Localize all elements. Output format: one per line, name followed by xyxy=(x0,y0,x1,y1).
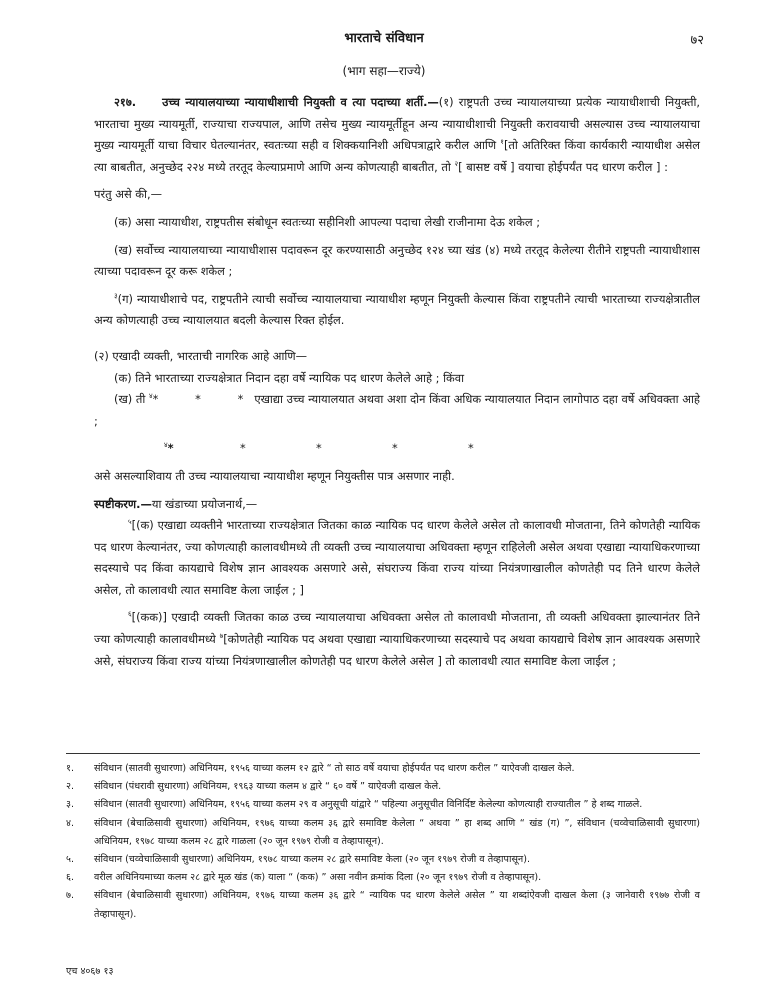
subclause-2-b xyxy=(94,389,700,432)
omission-star-3: * xyxy=(316,441,322,456)
omission-stars: * * * xyxy=(152,392,244,407)
explanation xyxy=(94,494,700,516)
subclause-2-a: (क) तिने भारताच्या राज्यक्षेत्रात निदान दहा वर्षे न्यायिक पद धारण केलेले आहे ; किंवा xyxy=(114,370,465,385)
page-number: ७२ xyxy=(690,33,704,48)
omission-star-4: * xyxy=(392,441,398,456)
footnotes xyxy=(66,760,700,924)
footnote-ref-1: १ xyxy=(500,138,504,147)
printer-line: एच ४०६७ १३ xyxy=(66,966,114,977)
subclause-2: (२) एखादी व्यक्ती, भारताची नागरिक आहे आणि— xyxy=(94,348,307,363)
footnote-ref-4: ४ xyxy=(149,392,153,401)
omission-star-5: * xyxy=(468,441,474,456)
page-title: भारताचे संविधान xyxy=(344,31,424,46)
proviso-clause-a: (क) असा न्यायाधीश, राष्ट्रपतीस संबोधून स्वतःच्या सहीनिशी आपल्या पदाचा लेखी राजीनामा देऊ शकेल ; xyxy=(114,214,541,229)
footnote-ref-5: ५ xyxy=(128,518,132,527)
proviso-clause-c xyxy=(94,289,700,332)
omission-stars-row xyxy=(94,438,700,460)
article-number: २१७. xyxy=(114,95,137,109)
omission-star-2: * xyxy=(240,441,246,456)
explanation-title: स्पष्टीकरण.— xyxy=(94,496,152,511)
article-body xyxy=(94,92,700,672)
article-text-c: [ बासष्ट वर्षे ] वयाचा होईपर्यंत पद धारण करील ] : xyxy=(458,159,668,174)
explanation-aa xyxy=(94,607,700,672)
explanation-a xyxy=(94,515,700,601)
footnote-6: ६. वरील अधिनियमाच्या कलम २८ द्वारे मूळ खंड (क) याला “ (कक) ” असा नवीन क्रमांक दिला (२० जून १९७९ रोजी व तेव्हापासून). xyxy=(66,872,542,884)
footnote-3: ३. संविधान (सातवी सुधारणा) अधिनियम, १९५६ याच्या कलम २९ व अनुसूची यांद्वारे “ पहिल्या अनुसूचीत विनिर्दिष्ट केलेल्या कोणत्याही राज्यातील ” हे शब्द गाळले. xyxy=(66,799,643,811)
article-217-para-1 xyxy=(94,92,700,178)
explanation-lead: या खंडाच्या प्रयोजनार्थ,— xyxy=(151,496,258,511)
footnote-ref-2: २ xyxy=(454,159,459,168)
proviso-clause-b: (ख) सर्वोच्च न्यायालयाच्या न्यायाधीशास पदावरून दूर करण्यासाठी अनुच्छेद १२४ च्या खंड (४) मध्ये तरतूद केलेल्या रीतीने राष्ट्रपती न्यायाधीशास त्याच्या पदावरून दूर करू शकेल ; xyxy=(94,242,700,279)
omission-star-1: $^४$* xyxy=(164,441,174,456)
footnote-1: १. संविधान (सातवी सुधारणा) अधिनियम, १९५६ याच्या कलम १२ द्वारे “ तो साठ वर्षे वयाचा होईपर्यंत पद धारण करील ” याऐवजी दाखल केले. xyxy=(66,763,575,774)
footnote-divider xyxy=(66,753,700,754)
footnote-ref-7: ७ xyxy=(219,632,224,641)
footnote-ref-4b: ४ xyxy=(164,441,168,450)
conclusion: असे असल्याशिवाय ती उच्च न्यायालयाचा न्यायाधीश म्हणून नियुक्तीस पात्र असणार नाही. xyxy=(94,468,455,483)
footnote-ref-3: ३ xyxy=(114,291,118,300)
proviso: परंतु असे की,— xyxy=(94,187,162,202)
explanation-a-text: [(क) एखाद्या व्यक्तीने भारताच्या राज्यक्षेत्रात जितका काळ न्यायिक पद धारण केलेले असेल तो कालावधी मोजताना, तिने कोणतेही न्यायिक पद धारण केल्यानंतर, ज्या कोणत्याही कालावधीमध्ये ती व्यक्ती उच्च न्यायालयाचा अधिवक्ता म्हणून राहिलेली असेल अथवा एखाद्या न्यायाधिकरणाच्या सदस्याचे पद किंवा कायद्याचे विशेष ज्ञान आवश्यक असणारे असे, संघराज्य किंवा राज्य यांच्या नियंत्रणाखालील कोणतेही पद तिने धारण केलेले असेल, तो कालावधी त्यात समाविष्ट केला जाईल ; ] xyxy=(94,518,700,597)
footnote-4: ४. संविधान (बेचाळिसावी सुधारणा) अधिनियम, १९७६ याच्या कलम ३६ द्वारे समाविष्ट केलेला “ अथवा ” हा शब्द आणि “ खंड (ग) ”, संविधान (चव्वेचाळिसावी सुधारणा) अधिनियम, १९७८ याच्या कलम २८ द्वारे गाळला (२० जून १९७९ रोजी व तेव्हापासून). xyxy=(66,817,700,847)
footnote-5: ५. संविधान (चव्वेचाळिसावी सुधारणा) अधिनियम, १९७८ याच्या कलम २८ द्वारे समाविष्ट केला (२० जून १९७९ रोजी व तेव्हापासून). xyxy=(66,854,531,866)
explanation-aa-text-b: [कोणतेही न्यायिक पद अथवा एखाद्या न्यायाधिकरणाच्या सदस्याचे पद अथवा कायद्याचे विशेष ज्ञान आवश्यक असणारे असे, संघराज्य किंवा राज्य यांच्या नियंत्रणाखालील कोणतेही पद धारण केलेले असेल ] तो कालावधी त्यात समाविष्ट केला जाईल ; xyxy=(94,632,701,668)
footnote-2: २. संविधान (पंधरावी सुधारणा) अधिनियम, १९६३ याच्या कलम ४ द्वारे “ ६० वर्षे ” याऐवजी दाखल केले. xyxy=(66,781,442,793)
footnote-7: ७. संविधान (बेचाळिसावी सुधारणा) अधिनियम, १९७६ याच्या कलम ३६ द्वारे “ न्यायिक पद धारण केलेले असेल ” या शब्दांऐवजी दाखल केला (३ जानेवारी १९७७ रोजी व तेव्हापासून). xyxy=(66,890,700,920)
subclause-2-b-text: एखाद्या उच्च न्यायालयात अथवा अशा दोन किंवा अधिक न्यायालयात निदान लागोपाठ दहा वर्षे अधिवक्ता आहे ; xyxy=(94,392,700,428)
proviso-clause-c-text: (ग) न्यायाधीशाचे पद, राष्ट्रपतीने त्याची सर्वोच्च न्यायालयाचा न्यायाधीश म्हणून नियुक्ती केल्यास किंवा राष्ट्रपतीने त्याची भारताच्या राज्यक्षेत्रातील अन्य कोणत्याही उच्च न्यायालयात बदली केल्यास रिक्त होईल. xyxy=(94,291,700,328)
article-text-b: [तो अतिरिक्त किंवा कार्यकारी न्यायाधीश असेल त्या बाबतीत, अनुच्छेद २२४ मध्ये तरतूद केल्याप्रमाणे आणि अन्य कोणत्याही बाबतीत, तो xyxy=(94,138,700,174)
subclause-2-b-lead: (ख) ती xyxy=(114,392,146,407)
article-title: उच्च न्यायालयाच्या न्यायाधीशाची नियुक्ती व त्या पदाच्या शर्ती.— xyxy=(162,95,439,109)
explanation-aa-text-a: [(कक)] एखादी व्यक्ती जितका काळ उच्च न्यायालयाचा अधिवक्ता असेल तो कालावधी मोजताना, ती व्यक्ती अधिवक्ता झाल्यानंतर तिने ज्या कोणत्याही कालावधीमध्ये xyxy=(94,610,700,647)
footnote-ref-6: ६ xyxy=(128,610,132,619)
part-heading: (भाग सहा—राज्ये) xyxy=(342,64,426,78)
article-text-a: (१) राष्ट्रपती उच्च न्यायालयाच्या प्रत्येक न्यायाधीशाची नियुक्ती, भारताचा मुख्य न्यायमूर्ती, राज्याचा राज्यपाल, आणि तसेच मुख्य न्यायमूर्तीहून अन्य न्यायाधीशाची नियुक्ती करावयाची असल्यास उच्च न्यायालयाचा मुख्य न्यायमूर्ती याचा विचार घेतल्यानंतर, स्वतःच्या सही व शिक्कयानिशी अधिपत्राद्वारे करील आणि xyxy=(94,95,701,153)
